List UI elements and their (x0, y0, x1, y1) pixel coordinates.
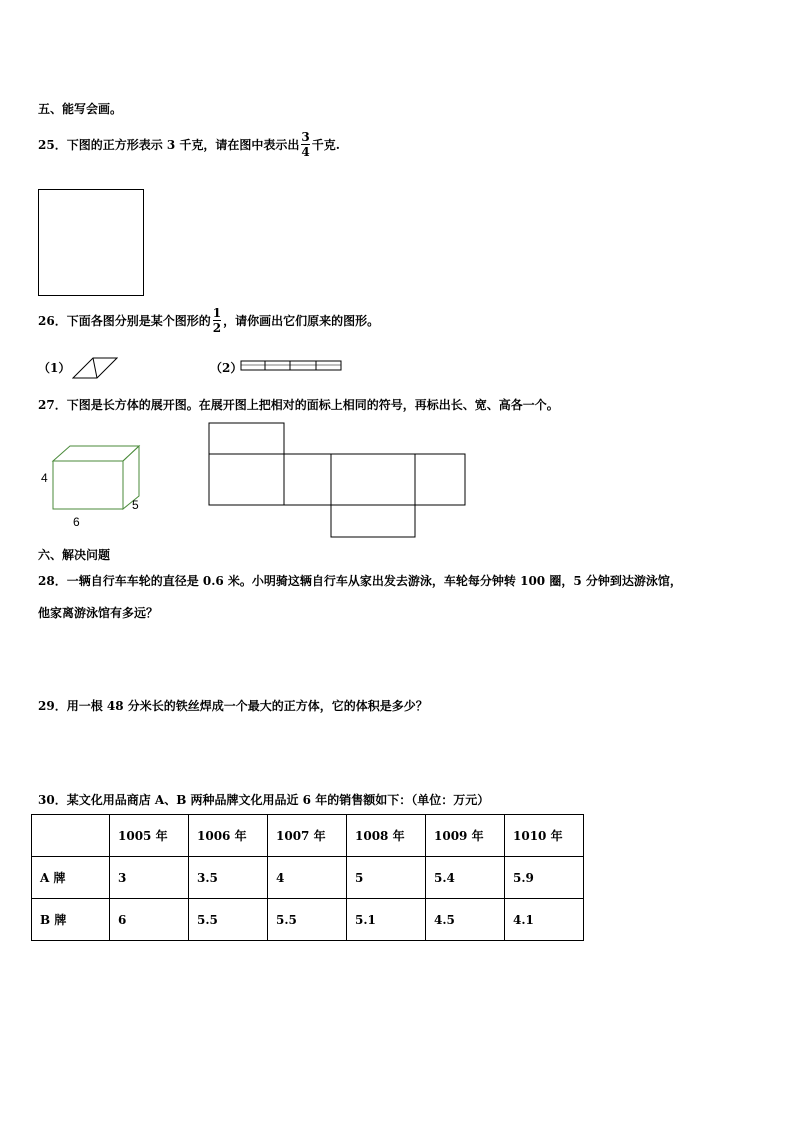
table-cell: 5.5 (268, 899, 347, 941)
table-header-cell: 1010 年 (505, 815, 584, 857)
question-25-text-end: 千克. (311, 138, 340, 152)
table-header-cell: 1005 年 (110, 815, 189, 857)
fraction-one-half (213, 306, 221, 335)
table-cell: 6 (110, 899, 189, 941)
cuboid-height-label: 4 (41, 471, 48, 485)
question-29-text: 29．用一根 48 分米长的铁丝焊成一个最大的正方体，它的体积是多少？ (38, 699, 428, 713)
table-cell: 5 (347, 857, 426, 899)
table-cell: 4 (268, 857, 347, 899)
table-header-cell: 1008 年 (347, 815, 426, 857)
question-26 (38, 306, 379, 335)
fraction-numerator: 1 (212, 306, 222, 320)
fraction-denominator: 4 (301, 145, 310, 159)
table-cell: 3 (110, 857, 189, 899)
table-header-cell: 1006 年 (189, 815, 268, 857)
question-26-text: 26．下面各图分别是某个图形的 (38, 314, 211, 328)
table-header-row (32, 815, 584, 857)
fraction-numerator: 3 (301, 130, 310, 144)
question-28-line-1: 28．一辆自行车车轮的直径是 0.6 米。小明骑这辆自行车从家出发去游泳，车轮每分钟转 100 圈，5 分钟到达游泳馆， (38, 574, 682, 588)
parallelogram-figure (72, 356, 118, 380)
question-28-line-2: 他家离游泳馆有多远？ (38, 606, 159, 620)
cuboid-figure (50, 444, 142, 512)
table-cell: B 牌 (32, 899, 110, 941)
table-cell: A 牌 (32, 857, 110, 899)
table-cell: 5.5 (189, 899, 268, 941)
question-30-text: 30．某文化用品商店 A、B 两种品牌文化用品近 6 年的销售额如下：（单位：万元） (38, 793, 490, 807)
table-row (32, 899, 584, 941)
table-cell: 5.4 (426, 857, 505, 899)
question-25 (38, 130, 340, 159)
cuboid-width-label: 5 (132, 498, 139, 512)
table-row (32, 857, 584, 899)
question-27-text: 27．下图是长方体的展开图。在展开图上把相对的面标上相同的符号，再标出长、宽、高各一个。 (38, 398, 559, 412)
table-cell: 5.1 (347, 899, 426, 941)
table-cell: 3.5 (189, 857, 268, 899)
table-header-cell: 1007 年 (268, 815, 347, 857)
fraction-three-quarters (301, 130, 309, 159)
section-5-heading: 五、能写会画。 (38, 102, 123, 116)
square-figure (38, 189, 144, 296)
cuboid-net-figure (207, 421, 469, 540)
strip-rectangle-figure (240, 360, 343, 372)
cuboid-length-label: 6 (73, 515, 80, 529)
figure-label-1: （1） (38, 361, 71, 375)
question-26-text-end: ，请你画出它们原来的图形。 (223, 314, 380, 328)
table-cell: 4.5 (426, 899, 505, 941)
table-header-cell: 1009 年 (426, 815, 505, 857)
figure-label-2: （2） (210, 361, 243, 375)
question-25-text: 25．下图的正方形表示 3 千克，请在图中表示出 (38, 138, 300, 152)
fraction-denominator: 2 (212, 321, 222, 335)
table-header-cell (32, 815, 110, 857)
table-cell: 5.9 (505, 857, 584, 899)
section-6-heading: 六、解决问题 (38, 548, 111, 562)
table-cell: 4.1 (505, 899, 584, 941)
sales-table (31, 814, 584, 941)
